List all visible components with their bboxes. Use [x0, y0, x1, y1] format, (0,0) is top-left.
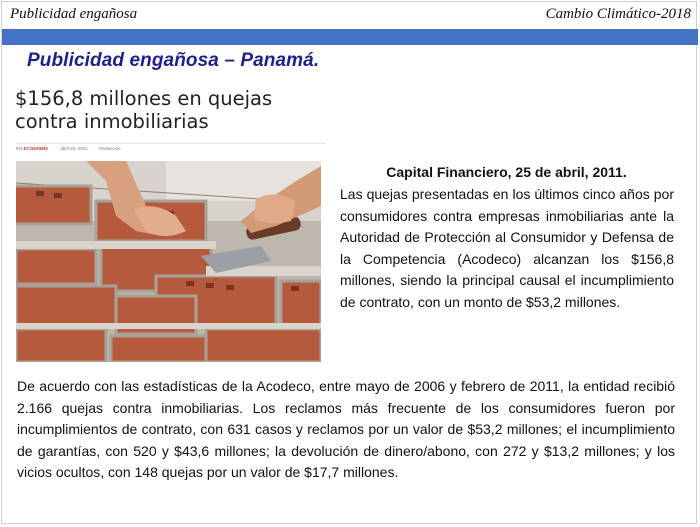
source-citation: Capital Financiero, 25 de abril, 2011. — [386, 164, 627, 180]
header-course: Cambio Climático-2018 — [545, 6, 691, 22]
byline-section[interactable]: ECONOMÍA — [23, 146, 49, 151]
header-topic: Publicidad engañosa — [10, 6, 138, 22]
byline-date: abril 26, 2011 — [60, 146, 88, 151]
bricklaying-photo — [16, 161, 321, 362]
lead-paragraph: Las quejas presentadas en los últimos cinco años por consumidores contra empresas inmobiliarias ante la Autoridad de Protección al Consumidor y Defensa de la Competencia (Acodeco) alcanzan los $156,8 millones, siendo la principal causal el incumplimiento de contrato, con un monto de $53,2 millones. — [340, 186, 674, 310]
body-paragraph: De acuerdo con las estadísticas de la Acodeco, entre mayo de 2006 y febrero de 2011, la entidad recibió 2.166 quejas contra inmobiliarias. Los reclamos más frecuente de los consumidores fueron por incumplimientos de contrato, con 631 casos y reclamos por un valor de $53,2 millones; el incumplimiento de garantías, con 520 y $43,6 millones; la devolución de dinero/abono, con 272 y $13,2 millones; y los vicios ocultos, con 148 quejas por un valor de $17,7 millones. — [17, 378, 675, 481]
slide-title: Publicidad engañosa – Panamá. — [27, 50, 320, 71]
byline-section-prefix: EN — [16, 146, 23, 151]
article-byline — [16, 143, 326, 160]
header-bar — [2, 29, 698, 45]
byline-author: Redacción — [99, 146, 121, 151]
slide-header — [0, 0, 700, 30]
article-headline: $156,8 millones en quejas contra inmobiliarias — [15, 87, 273, 133]
byline-separator: · — [92, 146, 95, 151]
byline-separator: · — [53, 146, 56, 151]
